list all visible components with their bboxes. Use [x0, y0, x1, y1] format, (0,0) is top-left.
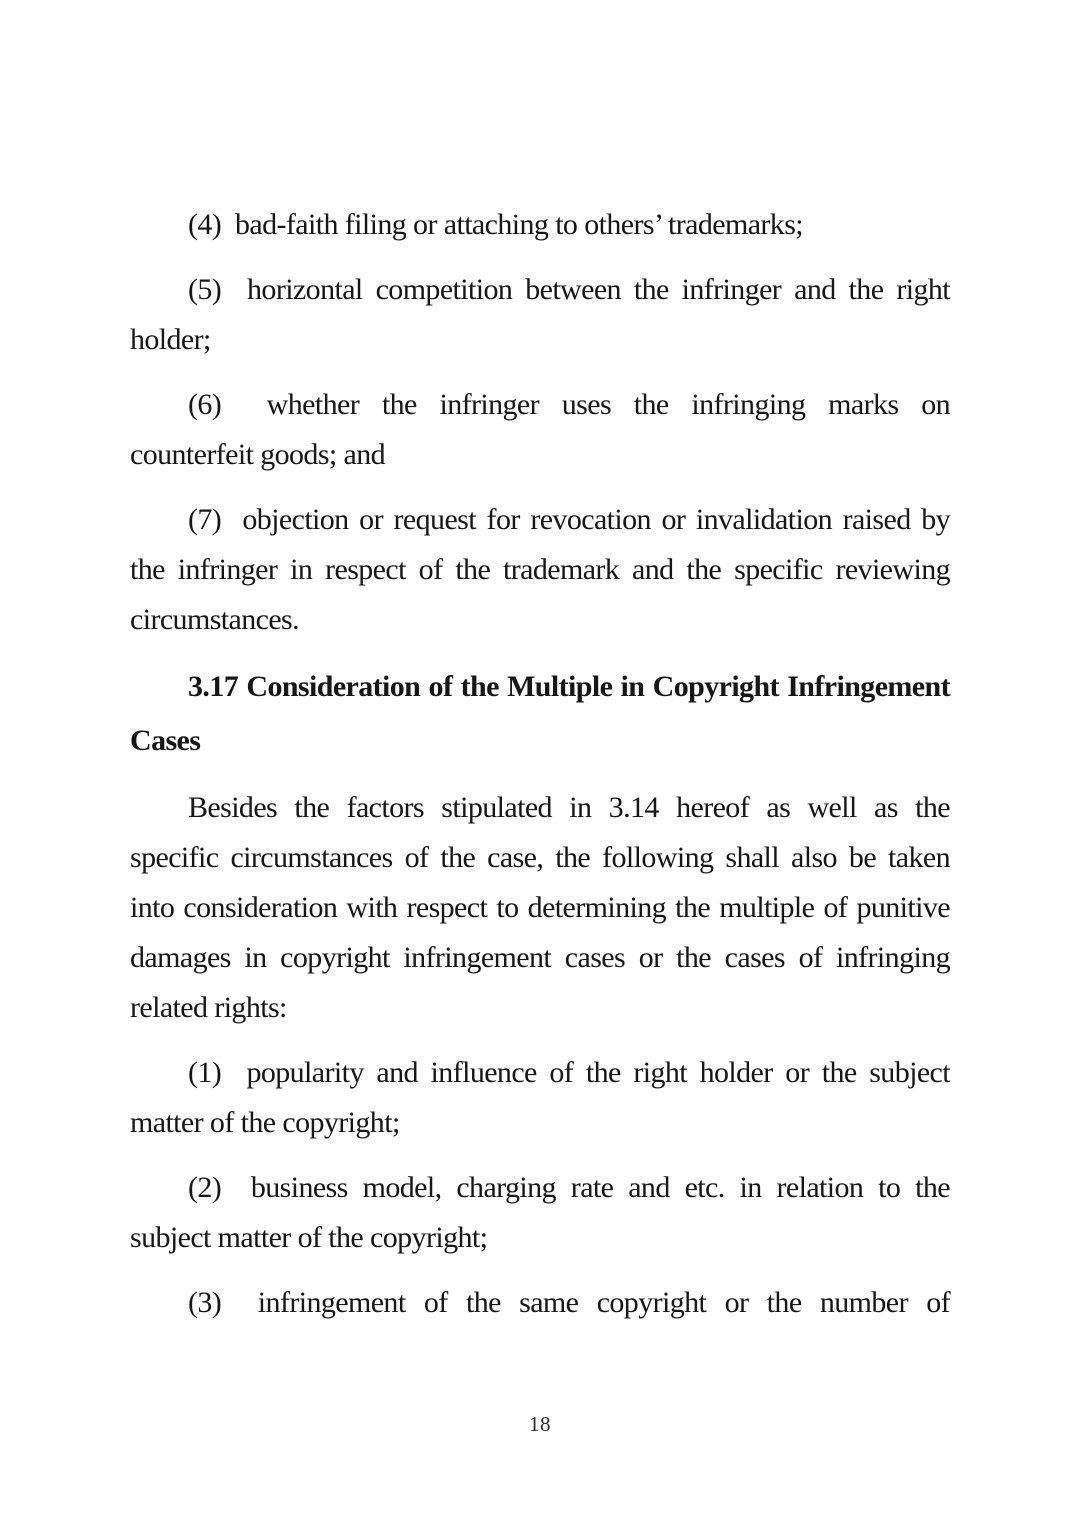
body-paragraph: [130, 1278, 950, 1328]
text-line: (1) popularity and influence of the right holder or the subject: [188, 1056, 950, 1089]
body-paragraph: [130, 265, 950, 365]
page-number: 18: [529, 1412, 551, 1436]
body-paragraph: [130, 380, 950, 480]
section-heading: [130, 660, 950, 768]
text-line: into consideration with respect to determining the multiple of punitive: [130, 891, 950, 924]
body-paragraph: [130, 1163, 950, 1263]
text-line: damages in copyright infringement cases or the cases of infringing: [130, 941, 950, 974]
text-line: circumstances.: [130, 603, 300, 636]
text-line: 3.17 Consideration of the Multiple in Copyright Infringement: [188, 670, 950, 703]
text-line: (3) infringement of the same copyright or the number of: [188, 1286, 950, 1319]
text-line: (7) objection or request for revocation or invalidation raised by: [188, 503, 950, 536]
text-line: subject matter of the copyright;: [130, 1221, 488, 1254]
text-line: related rights:: [130, 991, 287, 1024]
text-line: specific circumstances of the case, the following shall also be taken: [130, 841, 950, 874]
text-line: the infringer in respect of the trademark and the specific reviewing: [130, 553, 950, 586]
text-line: holder;: [130, 323, 211, 356]
body-paragraph: [130, 783, 950, 1033]
body-paragraph: [130, 200, 950, 250]
text-line: matter of the copyright;: [130, 1106, 400, 1139]
text-line: counterfeit goods; and: [130, 438, 386, 471]
text-line: (4) bad-faith filing or attaching to others’ trademarks;: [188, 208, 804, 241]
text-line: (2) business model, charging rate and etc. in relation to the: [188, 1171, 950, 1204]
text-line: Besides the factors stipulated in 3.14 hereof as well as the: [188, 791, 950, 824]
text-line: Cases: [130, 724, 201, 757]
document-body: [130, 200, 950, 1343]
text-line: (6) whether the infringer uses the infringing marks on: [188, 388, 950, 421]
text-line: (5) horizontal competition between the infringer and the right: [188, 273, 950, 306]
body-paragraph: [130, 495, 950, 645]
body-paragraph: [130, 1048, 950, 1148]
